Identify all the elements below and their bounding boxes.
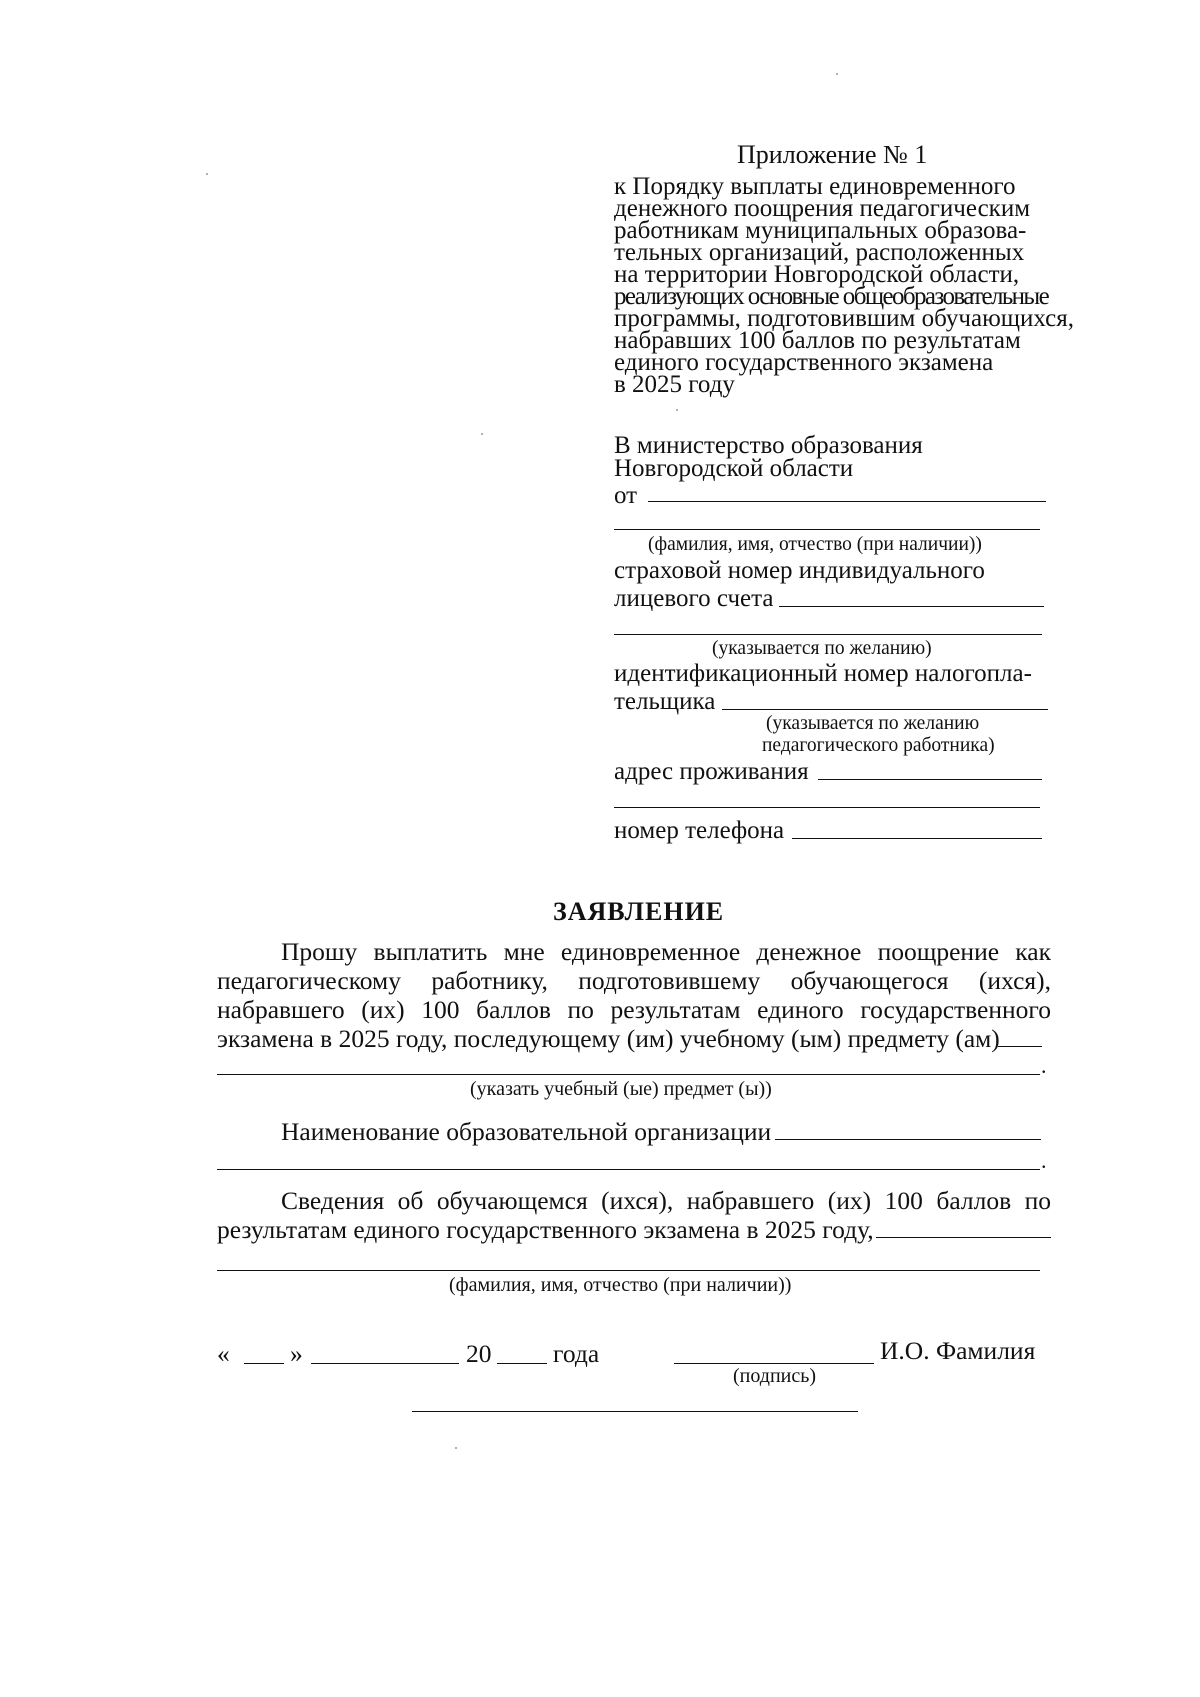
statement-heading: ЗАЯВЛЕНИЕ bbox=[553, 897, 725, 926]
appendix-line: тельных организаций, расположенных bbox=[614, 239, 1025, 266]
appendix-title: Приложение № 1 bbox=[737, 140, 928, 169]
scan-speck bbox=[455, 1447, 457, 1449]
address-label: адрес проживания bbox=[614, 758, 809, 785]
org-period: . bbox=[1041, 1148, 1047, 1173]
scan-speck bbox=[836, 73, 838, 75]
from-input-line-2[interactable] bbox=[614, 529, 1040, 530]
appendix-line: реализующих основные общеобразовательные bbox=[614, 283, 1049, 310]
scan-speck bbox=[206, 173, 208, 175]
day-input-line[interactable] bbox=[244, 1363, 284, 1364]
subject-period: . bbox=[1041, 1053, 1047, 1078]
student-para-line: Сведения об обучающемся (ихся), набравшего (их) 100 баллов по bbox=[281, 1186, 1051, 1215]
snils-input-line[interactable] bbox=[779, 606, 1044, 607]
month-input-line[interactable] bbox=[311, 1363, 459, 1364]
subject-input-line[interactable] bbox=[998, 1046, 1042, 1047]
snils-label-2: лицевого счета bbox=[614, 585, 774, 612]
inn-input-line[interactable] bbox=[722, 709, 1048, 710]
inn-label-1: идентификационный номер налогопла- bbox=[614, 660, 1032, 687]
phone-input-line[interactable] bbox=[792, 838, 1042, 839]
appendix-line: денежного поощрения педагогическим bbox=[614, 195, 1031, 222]
student-para-line: результатам единого государственного экзамена в 2025 году, bbox=[217, 1215, 874, 1244]
inn-hint-2: педагогического работника) bbox=[762, 735, 995, 756]
appendix-line: набравших 100 баллов по результатам bbox=[614, 327, 1021, 354]
student-input-line[interactable] bbox=[876, 1237, 1051, 1238]
address-input-line-2[interactable] bbox=[614, 807, 1040, 808]
statement-para-line: экзамена в 2025 году, последующему (им) учебному (ым) предмету (ам) bbox=[217, 1024, 1000, 1053]
student-hint: (фамилия, имя, отчество (при наличии)) bbox=[449, 1274, 792, 1296]
addressee-line-1: В министерство образования bbox=[614, 432, 923, 459]
fio-hint: (фамилия, имя, отчество (при наличии)) bbox=[648, 534, 982, 555]
subject-hint: (указать учебный (ые) предмет (ы)) bbox=[470, 1078, 772, 1100]
subject-input-line-2[interactable] bbox=[217, 1074, 1040, 1075]
statement-para-line: Прошу выплатить мне единовременное денежное поощрение как bbox=[281, 937, 1051, 966]
appendix-line: на территории Новгородской области, bbox=[614, 261, 1020, 288]
snils-hint: (указывается по желанию) bbox=[712, 638, 932, 659]
inn-label-2: тельщика bbox=[614, 688, 716, 715]
century-text: 20 bbox=[466, 1339, 492, 1368]
signature-input-line[interactable] bbox=[674, 1363, 874, 1364]
org-input-line-2[interactable] bbox=[217, 1169, 1040, 1170]
statement-para-line: педагогическому работнику, подготовившему обучающегося (ихся), bbox=[217, 966, 1051, 995]
scan-speck bbox=[481, 433, 483, 435]
appendix-line: программы, подготовившим обучающихся, bbox=[614, 305, 1074, 332]
statement-para-line: набравшего (их) 100 баллов по результатам единого государственного bbox=[217, 995, 1051, 1024]
scan-speck bbox=[676, 409, 678, 411]
quote-open: « bbox=[217, 1339, 230, 1368]
signature-hint: (подпись) bbox=[733, 1365, 817, 1387]
bottom-separator-line bbox=[412, 1411, 858, 1412]
address-input-line[interactable] bbox=[818, 779, 1042, 780]
student-input-line-2[interactable] bbox=[217, 1270, 1040, 1271]
signer-name: И.О. Фамилия bbox=[880, 1336, 1036, 1365]
quote-close: » bbox=[290, 1339, 303, 1368]
phone-label: номер телефона bbox=[614, 817, 785, 844]
snils-label-1: страховой номер индивидуального bbox=[614, 557, 985, 584]
snils-input-line-2[interactable] bbox=[614, 634, 1042, 635]
org-input-line[interactable] bbox=[775, 1139, 1041, 1140]
year-input-line[interactable] bbox=[497, 1363, 547, 1364]
addressee-line-2: Новгородской области bbox=[614, 455, 854, 482]
inn-hint-1: (указывается по желанию bbox=[766, 713, 980, 734]
appendix-line: единого государственного экзамена bbox=[614, 349, 994, 376]
appendix-line: в 2025 году bbox=[614, 371, 735, 398]
appendix-line: к Порядку выплаты единовременного bbox=[614, 173, 1016, 200]
appendix-line: работникам муниципальных образова- bbox=[614, 217, 1027, 244]
from-label: от bbox=[614, 482, 638, 509]
year-word: года bbox=[553, 1339, 600, 1368]
appendix-description bbox=[614, 173, 1074, 398]
org-label: Наименование образовательной организации bbox=[281, 1117, 772, 1146]
from-input-line[interactable] bbox=[648, 501, 1046, 502]
